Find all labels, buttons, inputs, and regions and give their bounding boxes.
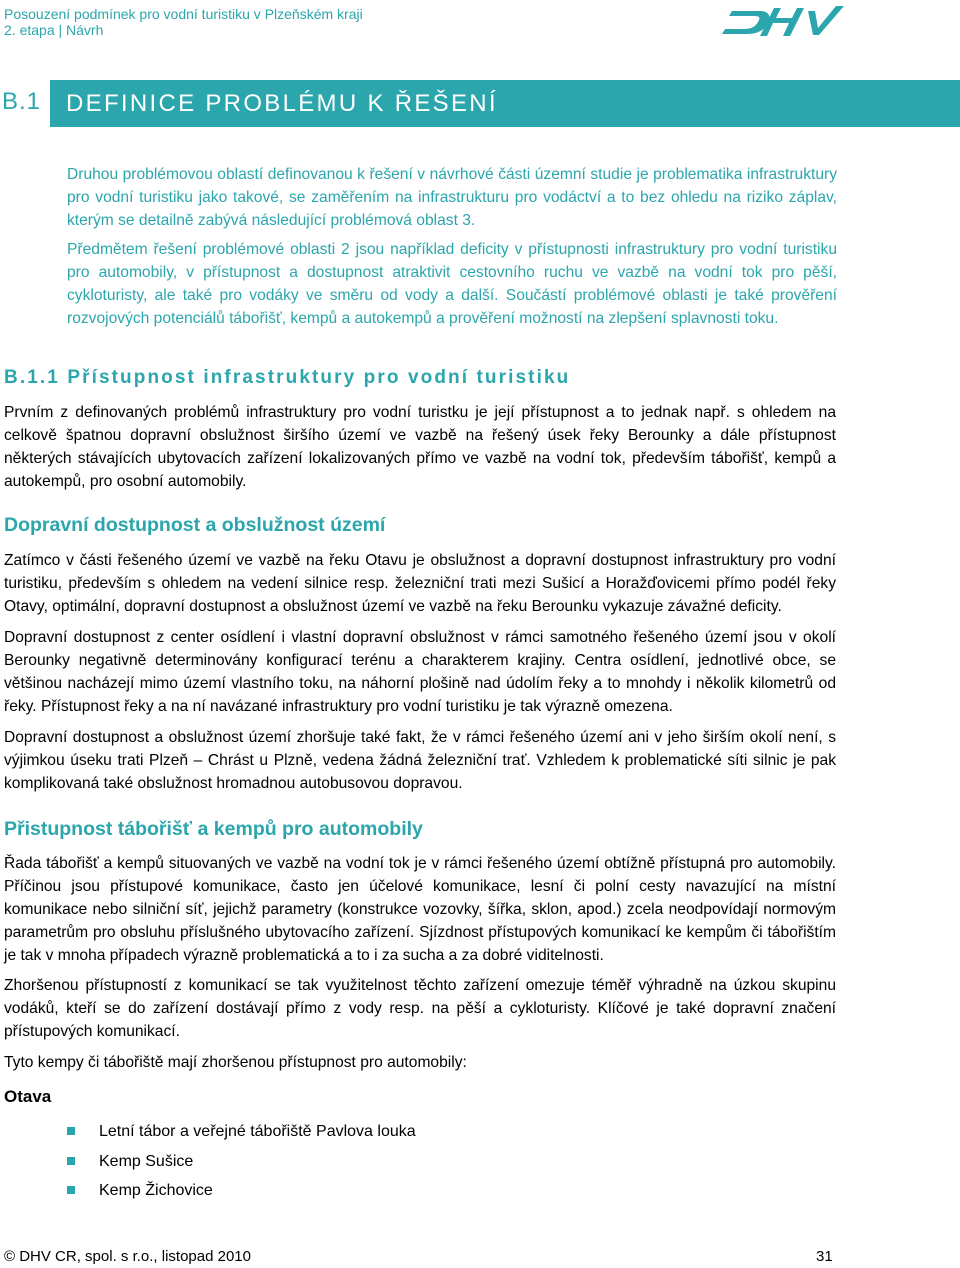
transport-paragraph-2: Dopravní dostupnost z center osídlení i vlastní dopravní obslužnost v rámci samotného řešeného území jsou v okolí Berounky negativně determinovány konfigurací terénu a charakterem krajiny. Centra osídlení, jednotlivé obce, se většinou nacházejí mimo území vlastního toku, na náhorní plošině nad údolím řeky a to mnohdy i několik kilometrů od řeky. Přístupnost řeky a na ní navázané infrastruktury pro vodní turistiku je tak výrazně omezena.: [4, 629, 836, 715]
document-title: Posouzení podmínek pro vodní turistiku v Plzeňském kraji: [4, 6, 363, 22]
subsection-heading: [4, 367, 570, 389]
region-heading: Otava: [4, 1087, 52, 1106]
square-bullet-icon: [67, 1127, 75, 1135]
campsites-paragraph-3: Tyto kempy či tábořiště mají zhoršenou přístupnost pro automobily:: [4, 1054, 467, 1071]
subsection-code: B.1.1: [4, 367, 60, 388]
campsites-paragraph-2: Zhoršenou přístupností z komunikací se tak využitelnost těchto zařízení omezuje téměř výhradně na úzkou skupinu vodáků, kteří se do zařízení dostávají přímo z vody resp. na pěší a cykloturisty. Klíčové je také dopravní značení přístupových komunikací.: [4, 977, 836, 1040]
section-title: DEFINICE PROBLÉMU K ŘEŠENÍ: [66, 90, 498, 117]
section-banner: [50, 80, 960, 127]
square-bullet-icon: [67, 1157, 75, 1165]
dhv-logo: [722, 2, 846, 40]
transport-heading: Dopravní dostupnost a obslužnost území: [4, 514, 386, 536]
campsites-paragraph-1: Řada tábořišť a kempů situovaných ve vazbě na vodní tok je v rámci řešeného území obtížně přístupná pro automobily. Příčinou jsou přístupové komunikace, často jen účelové komunikace, lesní či polní cesty navazující na místní komunikace nebo silniční síť, jejichž parametry (konstrukce vozovky, šířka, sklon, apod.) zcela neodpovídají normovým parametrům pro obsluhu příslušného ubytovacího zařízení. Sjízdnost přístupových komunikací ke kempům či tábořištím je tak v mnoha případech výrazně problematická a to i za sucha a za dobré viditelnosti.: [4, 855, 836, 964]
square-bullet-icon: [67, 1186, 75, 1194]
section-code: B.1: [2, 88, 42, 115]
campsites-heading: Přistupnost tábořišť a kempů pro automobily: [4, 818, 423, 840]
document-subtitle: 2. etapa | Návrh: [4, 22, 104, 38]
list-item-label: Kemp Žichovice: [99, 1182, 213, 1199]
page-number: 31: [816, 1248, 833, 1265]
transport-paragraph-1: Zatímco v části řešeného území ve vazbě na řeku Otavu je obslužnost a dopravní dostupnost infrastruktury pro vodní turistiku, především s ohledem na vedení silnice resp. železniční trati mezi Sušicí a Horažďovicemi přímo podél řeky Otavy, optimální, dopravní dostupnost a obslužnost území ve vazbě na řeku Berounku vykazuje závažné deficity.: [4, 552, 836, 615]
list-item-label: Letní tábor a veřejné tábořiště Pavlova louka: [99, 1123, 416, 1140]
list-item-label: Kemp Sušice: [99, 1152, 194, 1170]
subsection-title: Přístupnost infrastruktury pro vodní turistiku: [67, 367, 571, 388]
intro-paragraph-1: Druhou problémovou oblastí definovanou k řešení v návrhové části územní studie je problematika infrastruktury pro vodní turistiku jako takové, se zaměřením na infrastrukturu pro vodáctví a to bez ohledu na riziko záplav, kterým se detailně zabývá následující problémová oblast 3.: [67, 166, 837, 229]
intro-paragraph-2: Předmětem řešení problémové oblasti 2 jsou například deficity v přístupnosti infrastruktury pro vodní turistiku pro automobily, v přístupnost a dostupnost atraktivit cestovního ruchu ve vazbě na vodní tok pro pěší, cykloturisty, ale také pro vodáky ve směru od vody a další. Součástí problémové oblasti je také prověření rozvojových potenciálů tábořišť, kempů a autokempů a prověření možností na zlepšení splavnosti toku.: [67, 241, 837, 327]
footer-copyright: © DHV CR, spol. s r.o., listopad 2010: [4, 1248, 251, 1265]
subsection-paragraph: Prvním z definovaných problémů infrastruktury pro vodní turistku je její přístupnost a to jednak např. s ohledem na celkově špatnou dopravní obslužnost širšího území ve vazbě na řešený úsek řeky Berounky a dále přístupnost některých stávajících ubytovacích zařízení lokalizovaných přímo ve vazbě na vodní tok, především tábořišť, kempů a autokempů, pro osobní automobily.: [4, 404, 836, 490]
transport-paragraph-3: Dopravní dostupnost a obslužnost území zhoršuje také fakt, že v rámci řešeného území ani v jeho širším okolí není, s výjimkou úseku trati Plzeň – Chrást u Plzně, vedena žádná železniční trať. Vzhledem k problematické síti silnic je pak komplikovaná také obslužnost hromadnou autobusovou dopravou.: [4, 729, 836, 792]
